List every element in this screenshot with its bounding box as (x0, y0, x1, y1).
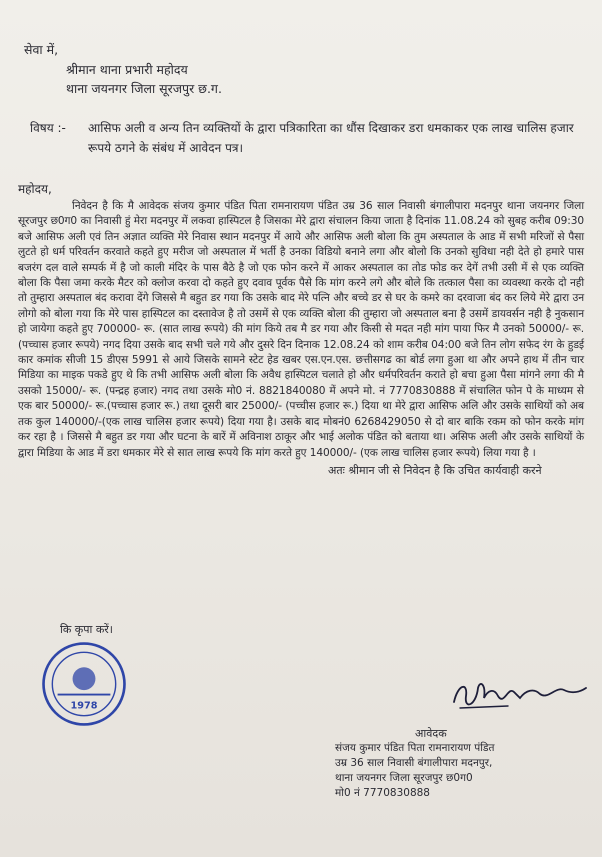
official-stamp (40, 640, 128, 728)
applicant-phone-line: मो0 नं 7770830888 (335, 787, 430, 799)
applicant-heading: आवेदक (415, 727, 447, 740)
closing-line: अतः श्रीमान जी से निवेदन है कि उचित कार्यवाही करने (328, 463, 542, 477)
recipient-address (66, 60, 584, 98)
greeting: महोदय, (18, 182, 52, 196)
subject-text: आसिफ अली व अन्य तिन व्यक्तियों के द्वारा पत्रिकारिता का धौंस दिखाकर डरा धमकाकर एक लाख चालिस हजार रूपये ठगने के संबंध में आवेदन पत्र। (88, 121, 574, 155)
subject-label: विषय :- (30, 121, 66, 135)
letter-body (18, 199, 584, 461)
stamp-year: 1978 (70, 700, 98, 712)
recipient-line-2: थाना जयनगर जिला सूरजपुर छ.ग. (66, 81, 222, 96)
applicant-address-line: थाना जयनगर जिला सूरजपुर छ0ग0 (335, 772, 473, 784)
body-paragraph: निवेदन है कि मै आवेदक संजय कुमार पंडित पिता रामनारायण पंडित उम्र 36 साल निवासी बंगालीपारा मदनपुर थाना जयनगर जिला सूरजपुर छ0ग0 का निवासी हुं मेरा मदनपुर में लकवा हास्पिटल है जिसका मेरे द्वारा संचालन किया जाता है दिनांक 11.08.24 को सुबह करीब 09:30 बजे आसिफ अली एवं तिन अज्ञात व्यक्ति मेरे निवास स्थान मदनपुर में आये और आसिफ अली बोला कि तुम अस्पताल के आड में सभी मरिजों से पैसा लुटते हो धर्म परिवर्तन करवाते कहते हुए मरीज जो अस्पताल में भर्ती है उनका विडियो बनाने लगा और बोलो कि उनको सुविधा नही देते हो हमारे पास बजरंग दल वाले सम्पर्क में है जो काली मंदिर के पास बैठे है जो एक फोन करने में आकर अस्पताल का तोड फोड कर देगें तभी उसी में से एक व्यक्ति बोला कि पैसा जमा करके मैटर को क्लोज करवा दो कहते हुए दवाव पूर्वक पैसे कि मांग करने लगे और बोले कि तत्काल पैसा का व्यवस्था करके दो नही तो तुम्हारा अस्पताल बंद करावा देंगे जिससे मै बहुत डर गया कि उसके बाद मेरे पत्नि और बच्चे डर से घर के कमरे का दरवाजा बंद कर लिये मेरे द्वारा उन लोगो को बोला गया कि मेरे पास हास्पिटल का दस्तावेज है तो उसमें से एक व्यक्ति बोला की तुम्हारा जो अस्पताल बना है उसमें डायवर्सन नही है नुकसान हो जायेगा कहते हुए 700000- रू. (सात लाख रूपये) की मांग किये तब मै डर गया और किसी से मदत नही मांग पाया फिर मै उनको 50000/- रू. (पच्चास हजार रूपये) नगद दिया उसके बाद सभी चले गये और दुसरे दिन दिनाक 12.08.24 को शाम करीब 04:00 बजे तिन लोग सफेद रंग के हुडई कार कमांक सीजी 15 डीएस 5991 से आये जिसके सामने स्टेट हेड खबर एस.एन.एस. छत्तीसगढ का बोर्ड लगा हुआ था और अपने हाथ में तीन चार मिडिया का माइक पकडे हुए थे कि तभी आसिफ अली बोला कि अवैध हास्पिटल चलाते हो और धर्मपरिवर्तन कराते हो बचा हुआ पैसा मांगने लगा की मै उसको 15000/- रू. (पन्द्रह हजार) नगद तथा उसके मो0 नं. 8821840080 में अपने मो. नं 7770830888 में संचालित फोन पे के माध्यम से एक बार 50000/- रू.(पच्चास हजार रू.) तथा दूसरी बार 25000/- (पच्चीस हजार रू.) दिया था मेरे द्वारा आसिफ अलि और उसके साथियों को अब तक कुल 140000/-(एक लाख चालिस हजार रूपये) दिया गया है। उसके बाद मोबनं0 6268429050 से दो बार बाकि रकम को फोन करके मांग कर रहा है । जिससे मै बहुत डर गया और घटना के बारें में अविनाश ठाकूर और भाई अलोक पंडित को बताया था। असिफ अली और उसके साथियों के द्वारा मिडिया के आड में डरा धमकार मेरे से सात लाख रूपये कि मांग करते हुए 140000/- (एक लाख चालिस हजार रूपये) लिया गया है । (18, 200, 584, 459)
recipient-line-1: श्रीमान थाना प्रभारी महोदय (66, 62, 188, 77)
subject-block (18, 118, 584, 158)
applicant-age-line: उम्र 36 साल निवासी बंगालीपारा मदनपुर, (335, 757, 493, 769)
signature (448, 676, 590, 716)
applicant-name-line: संजय कुमार पंडित पिता रामनारायण पंडित (335, 742, 495, 754)
applicant-block (335, 726, 597, 801)
kripa-karen-line: कि कृपा करें। (60, 623, 113, 636)
salutation-to: सेवा में, (24, 42, 59, 57)
